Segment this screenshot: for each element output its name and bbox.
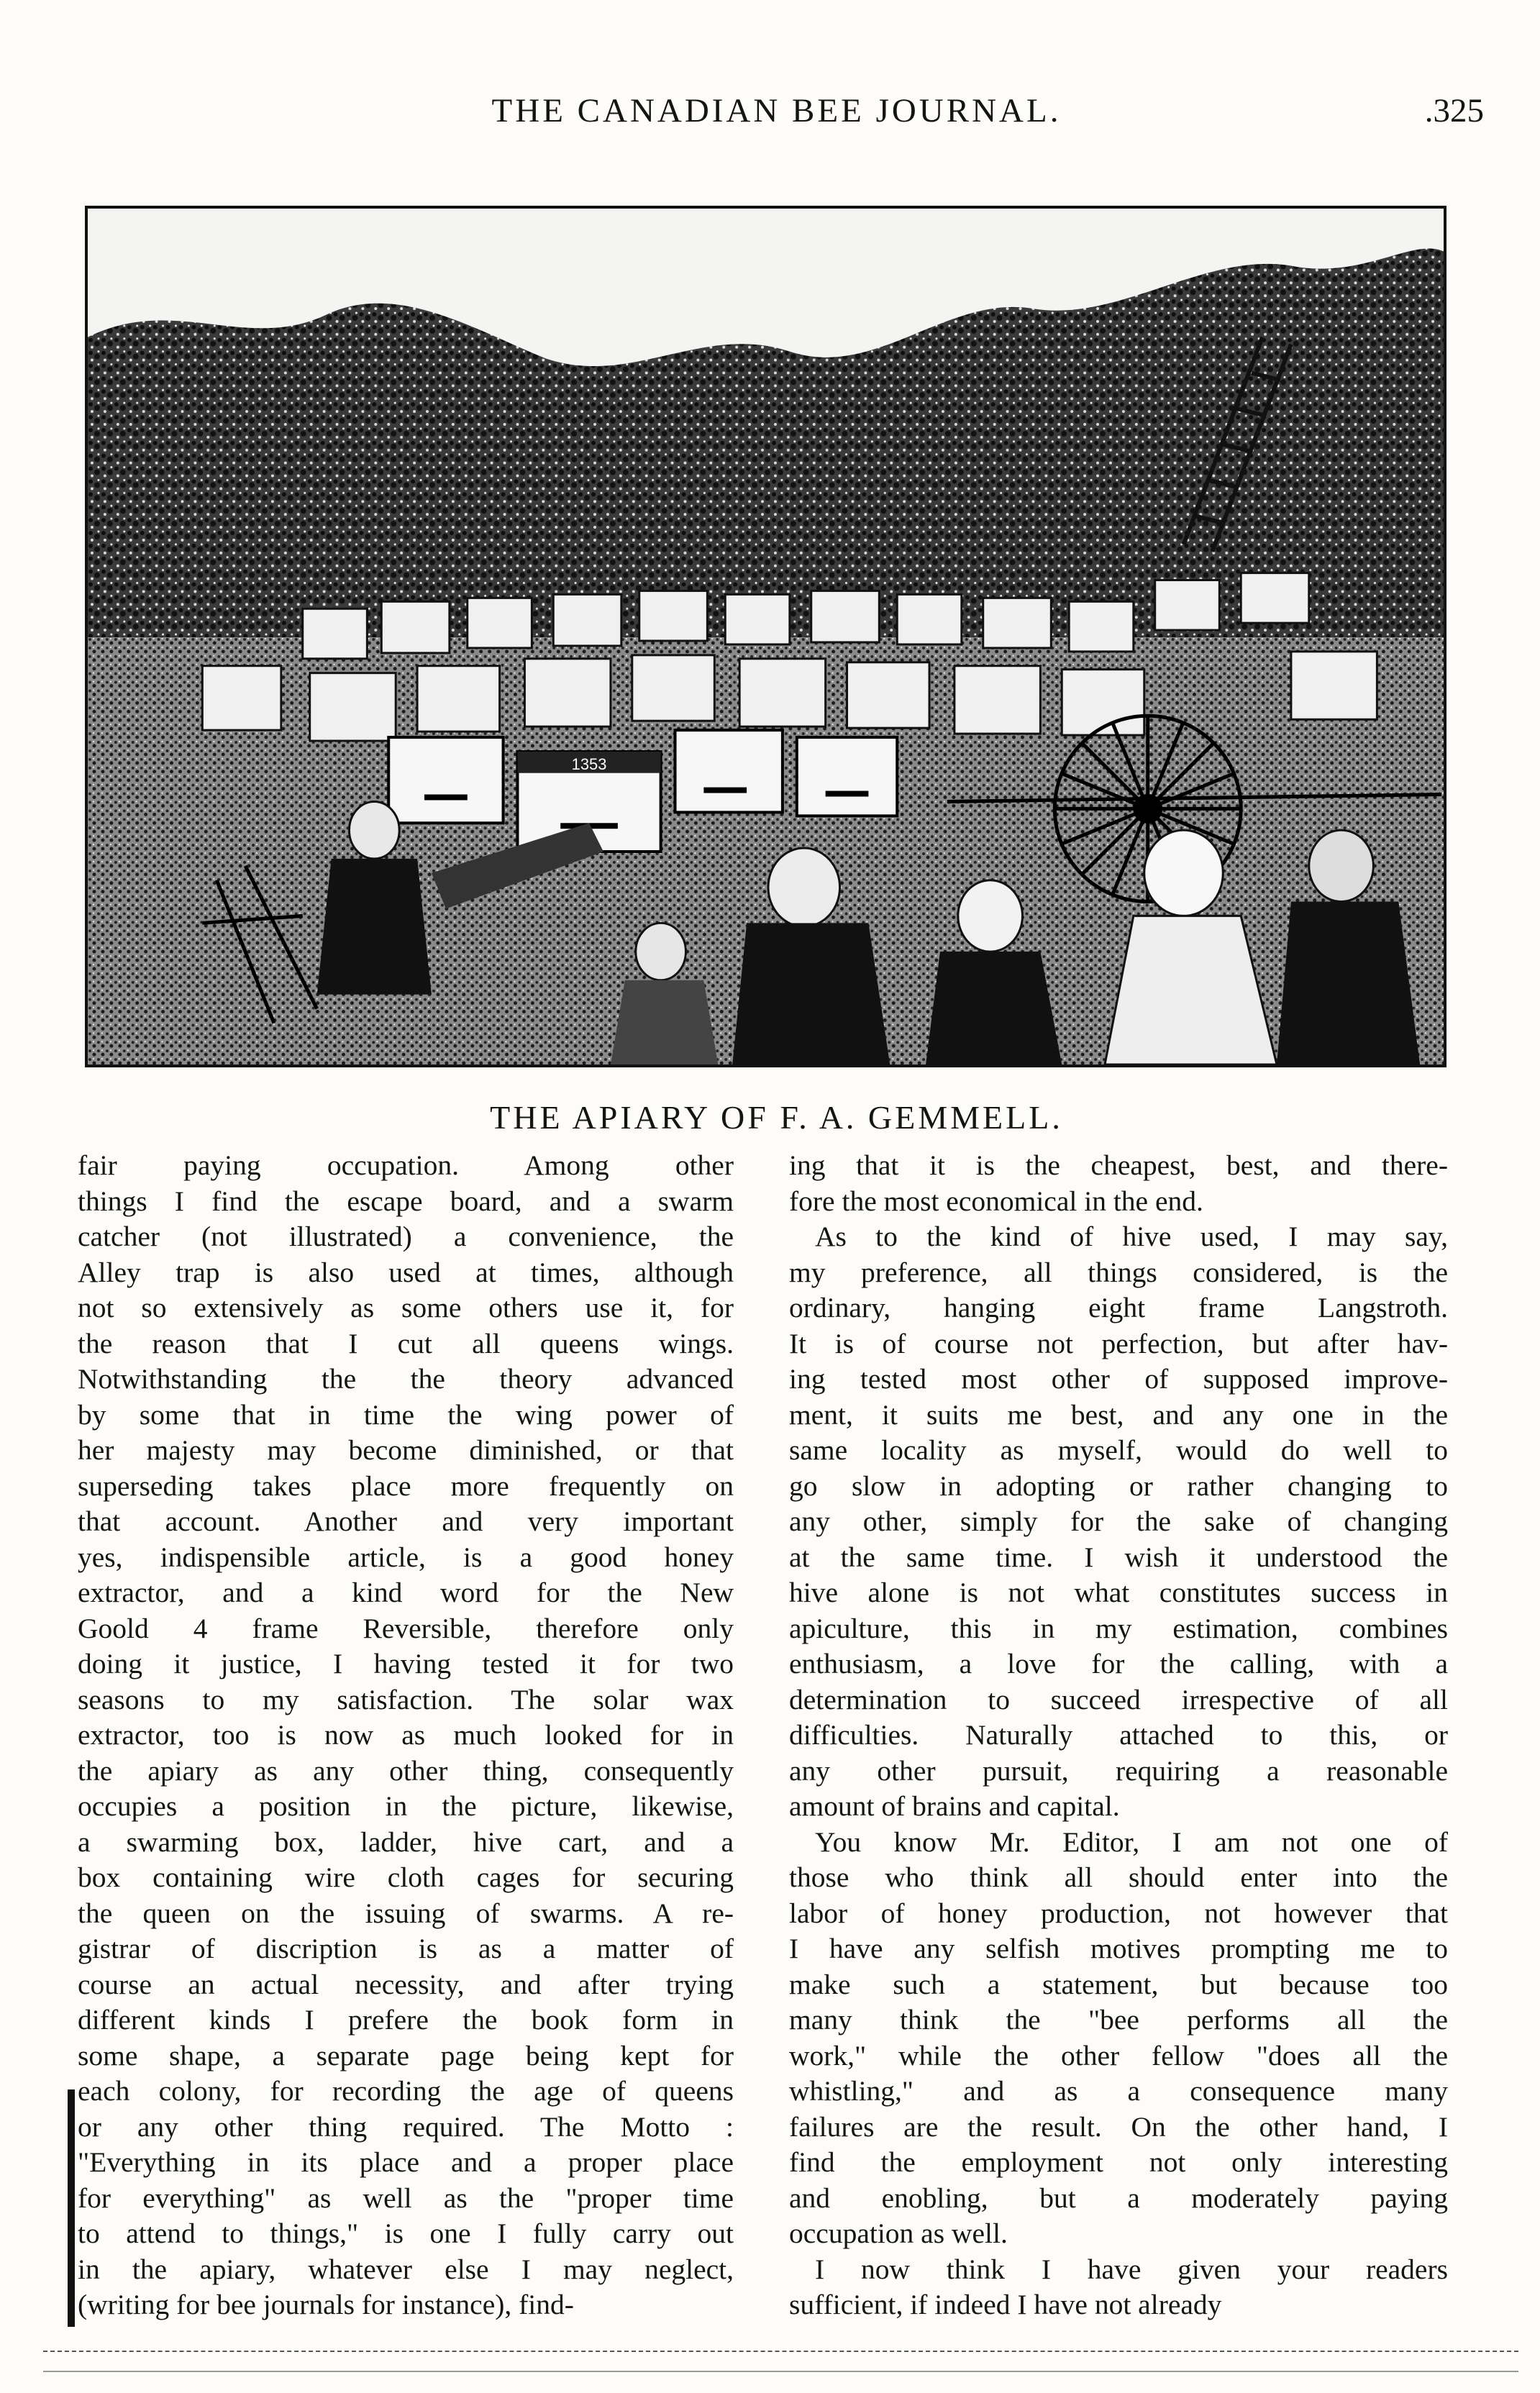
page-number: .325 — [1424, 92, 1484, 129]
text-line: I have any selfish motives prompting me to — [789, 1933, 1448, 1964]
text-line: determination to succeed irrespective of all — [789, 1683, 1448, 1715]
text-line: many think the "bee performs all the — [789, 2004, 1448, 2036]
text-line: You know Mr. Editor, I am not one of — [815, 1825, 1448, 1858]
text-line: and enobling, but a moderately paying — [789, 2182, 1448, 2214]
text-line: course an actual necessity, and after trying — [78, 1968, 734, 2000]
footer-rule-lower — [43, 2371, 1518, 2374]
text-line: by some that in time the wing power of — [78, 1398, 734, 1431]
text-line: work," while the other fellow "does all the — [789, 2039, 1448, 2071]
text-line: sufficient, if indeed I have not already — [789, 2289, 1222, 2320]
text-line: apiculture, this in my estimation, combines — [789, 1612, 1448, 1644]
hive-number-label: 1353 — [571, 755, 607, 773]
text-line: Alley trap is also used at times, although — [78, 1256, 734, 1288]
apiary-photo-illustration — [88, 209, 1444, 1065]
text-line: whistling," and as a consequence many — [789, 2075, 1448, 2107]
text-line: for everything" as well as the "proper time — [78, 2182, 734, 2214]
text-line: not so extensively as some others use it, for — [78, 1292, 734, 1323]
text-line: (writing for bee journals for instance), find- — [78, 2289, 574, 2320]
text-line: It is of course not perfection, but after hav- — [789, 1327, 1448, 1359]
text-line: hive alone is not what constitutes success in — [789, 1577, 1448, 1608]
text-line: any other, simply for the sake of changing — [789, 1505, 1448, 1537]
text-line: I now think I have given your readers — [815, 2253, 1448, 2285]
figure-caption: THE APIARY OF F. A. GEMMELL. — [490, 1099, 1063, 1136]
text-line: catcher (not illustrated) a convenience, the — [78, 1221, 734, 1252]
text-line: Goold 4 frame Reversible, therefore only — [78, 1612, 734, 1644]
text-line: labor of honey production, not however that — [789, 1897, 1448, 1929]
text-line: ing that it is the cheapest, best, and there- — [789, 1149, 1448, 1181]
text-line: different kinds I prefere the book form in — [78, 2004, 734, 2036]
text-line: to attend to things," is one I fully carry out — [78, 2217, 734, 2249]
text-line: extractor, and a kind word for the New — [78, 1577, 734, 1608]
text-line: gistrar of discription is as a matter of — [78, 1933, 734, 1964]
text-line: fore the most economical in the end. — [789, 1185, 1203, 1217]
text-line: Notwithstanding the the theory advanced — [78, 1363, 734, 1395]
text-line: at the same time. I wish it understood the — [789, 1541, 1448, 1573]
text-line: superseding takes place more frequently on — [78, 1469, 734, 1502]
text-line: As to the kind of hive used, I may say, — [815, 1221, 1448, 1252]
text-line: my preference, all things considered, is the — [789, 1256, 1448, 1288]
text-line: failures are the result. On the other hand, I — [789, 2110, 1448, 2143]
text-line: seasons to my satisfaction. The solar wax — [78, 1683, 734, 1715]
text-line: fair paying occupation. Among other — [78, 1149, 734, 1181]
right-column — [789, 1148, 1448, 2323]
text-line: those who think all should enter into the — [789, 1861, 1448, 1893]
left-column — [78, 1148, 734, 2323]
margin-binding-mark — [68, 2089, 75, 2327]
text-line: that account. Another and very important — [78, 1505, 734, 1537]
text-line: occupation as well. — [789, 2217, 1008, 2249]
text-line: a swarming box, ladder, hive cart, and a — [78, 1825, 734, 1858]
text-line: ordinary, hanging eight frame Langstroth. — [789, 1292, 1448, 1323]
text-line: yes, indispensible article, is a good honey — [78, 1541, 734, 1573]
footer-rule — [43, 2351, 1518, 2354]
text-line: find the employment not only interesting — [789, 2146, 1448, 2178]
text-line: the reason that I cut all queens wings. — [78, 1327, 734, 1359]
text-line: or any other thing required. The Motto : — [78, 2110, 734, 2143]
text-line: ment, it suits me best, and any one in the — [789, 1398, 1448, 1431]
text-line: the queen on the issuing of swarms. A re- — [78, 1897, 734, 1929]
text-line: occupies a position in the picture, likewise, — [78, 1790, 734, 1822]
text-line: same locality as myself, would do well to — [789, 1434, 1448, 1466]
apiary-photograph — [85, 206, 1446, 1067]
text-line: some shape, a separate page being kept for — [78, 2039, 734, 2071]
text-line: extractor, too is now as much looked for in — [78, 1719, 734, 1751]
text-line: her majesty may become diminished, or that — [78, 1434, 734, 1466]
text-line: things I find the escape board, and a swarm — [78, 1185, 734, 1217]
text-line: ing tested most other of supposed improve- — [789, 1363, 1448, 1395]
text-line: make such a statement, but because too — [789, 1968, 1448, 2000]
text-line: enthusiasm, a love for the calling, with a — [789, 1648, 1448, 1679]
text-line: the apiary as any other thing, consequently — [78, 1754, 734, 1787]
text-line: go slow in adopting or rather changing to — [789, 1469, 1448, 1502]
text-line: box containing wire cloth cages for securing — [78, 1861, 734, 1893]
page-header — [69, 89, 1484, 140]
text-line: doing it justice, I having tested it for two — [78, 1648, 734, 1679]
text-line: any other pursuit, requiring a reasonable — [789, 1754, 1448, 1787]
text-line: "Everything in its place and a proper place — [78, 2146, 734, 2178]
text-line: amount of brains and capital. — [789, 1790, 1120, 1822]
journal-title: THE CANADIAN BEE JOURNAL. — [491, 92, 1062, 129]
text-line: each colony, for recording the age of queens — [78, 2075, 734, 2107]
text-line: difficulties. Naturally attached to this, or — [789, 1719, 1448, 1751]
text-line: in the apiary, whatever else I may neglect, — [78, 2253, 734, 2285]
